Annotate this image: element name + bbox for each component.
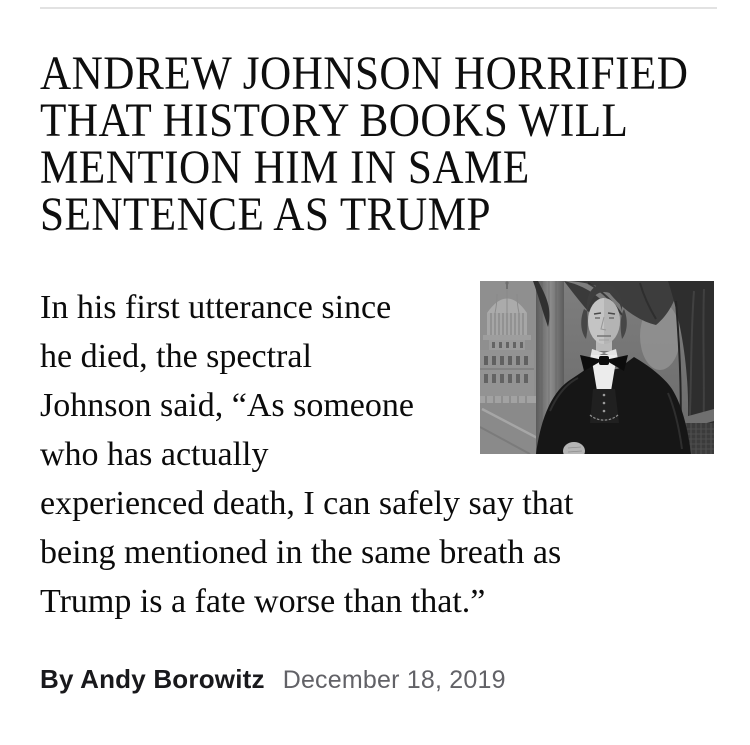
article-headline [40,47,750,241]
body-line-2: he died, the spectral [40,338,312,375]
headline-line-1: ANDREW JOHNSON HORRIFIED [40,47,689,100]
headline-line-3: MENTION HIM IN SAME [40,141,530,194]
body-line-1: In his first utterance since [40,289,392,326]
publish-date: December 18, 2019 [282,666,506,694]
body-line-3: Johnson said, “As someone [40,387,414,424]
andrew-johnson-portrait-image [480,281,714,454]
body-line-7: Trump is a fate worse than that.” [40,583,486,620]
author-link[interactable]: By Andy Borowitz [40,664,265,694]
byline [40,664,506,695]
headline-line-4: SENTENCE AS TRUMP [40,188,491,241]
article-body [40,283,712,626]
body-line-6: being mentioned in the same breath as [40,534,562,571]
portrait-illustration [480,281,714,454]
headline-line-2: THAT HISTORY BOOKS WILL [40,94,629,147]
body-line-4: who has actually [40,436,269,473]
top-divider [40,7,717,9]
body-line-5: experienced death, I can safely say that [40,485,574,522]
